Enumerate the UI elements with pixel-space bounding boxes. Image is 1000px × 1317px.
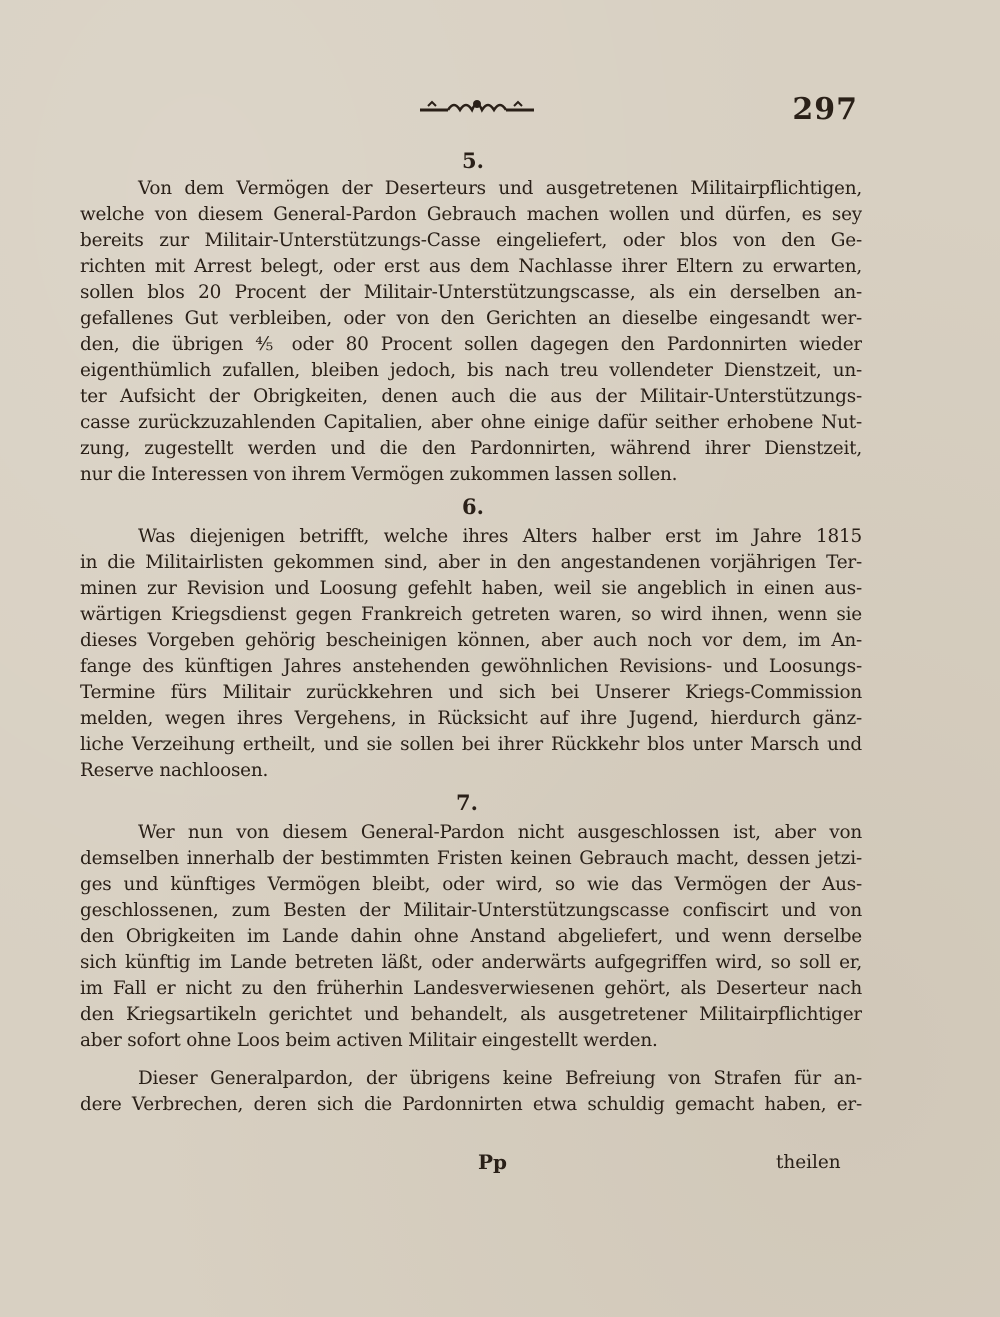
s6-line: minen zur Revision und Loosung gefehlt haben, weil sie angeblich in einen aus-: [80, 578, 862, 599]
s7-line: dere Verbrechen, deren sich die Pardonnirten etwa schuldig gemacht haben, er-: [80, 1094, 862, 1115]
section-number-6: 6.: [462, 494, 484, 519]
s6-line: Was diejenigen betrifft, welche ihres Alters halber erst im Jahre 1815: [138, 526, 862, 547]
catchword: theilen: [776, 1152, 841, 1173]
s6-line: melden, wegen ihres Vergehens, in Rücksicht auf ihre Jugend, hierdurch gänz-: [80, 708, 862, 729]
s7-line: aber sofort ohne Loos beim activen Militair eingestellt werden.: [80, 1030, 658, 1051]
s5-line: eigenthümlich zufallen, bleiben jedoch, bis nach treu vollendeter Dienstzeit, un-: [80, 360, 862, 381]
s7-line: den Kriegsartikeln gerichtet und behandelt, als ausgetretener Militairpflichtiger: [80, 1004, 862, 1025]
signature-mark: Pp: [478, 1150, 508, 1174]
s5-line: Von dem Vermögen der Deserteurs und ausgetretenen Militairpflichtigen,: [138, 178, 862, 199]
s6-line: liche Verzeihung ertheilt, und sie sollen bei ihrer Rückkehr blos unter Marsch und: [80, 734, 862, 755]
s5-line: gefallenes Gut verbleiben, oder von den Gerichten an dieselbe eingesandt wer-: [80, 308, 862, 329]
page-number: 297: [792, 92, 858, 127]
s5-line: ter Aufsicht der Obrigkeiten, denen auch die aus der Militair-Unterstützungs-: [80, 386, 862, 407]
s5-line: bereits zur Militair-Unterstützungs-Casse eingeliefert, oder blos von den Ge-: [80, 230, 862, 251]
section-number-5: 5.: [462, 148, 484, 173]
s7-line: ges und künftiges Vermögen bleibt, oder wird, so wie das Vermögen der Aus-: [80, 874, 862, 895]
s6-line: fange des künftigen Jahres anstehenden gewöhnlichen Revisions- und Loosungs-: [80, 656, 862, 677]
s7-line: geschlossenen, zum Besten der Militair-Unterstützungscasse confiscirt und von: [80, 900, 862, 921]
s6-line: Reserve nachloosen.: [80, 760, 269, 781]
section-number-7: 7.: [456, 790, 478, 815]
s5-line: casse zurückzuzahlenden Capitalien, aber ohne einige dafür seither erhobene Nut-: [80, 412, 862, 433]
s5-line: zung, zugestellt werden und die den Pardonnirten, während ihrer Dienstzeit,: [80, 438, 862, 459]
s6-line: dieses Vorgeben gehörig bescheinigen können, aber auch noch vor dem, im An-: [80, 630, 862, 651]
s6-line: wärtigen Kriegsdienst gegen Frankreich getreten waren, so wird ihnen, wenn sie: [80, 604, 862, 625]
s7-line: sich künftig im Lande betreten läßt, oder anderwärts aufgegriffen wird, so soll er,: [80, 952, 862, 973]
s6-line: Termine fürs Militair zurückkehren und sich bei Unserer Kriegs-Commission: [80, 682, 862, 703]
s6-line: in die Militairlisten gekommen sind, aber in den angestandenen vorjährigen Ter-: [80, 552, 862, 573]
s7-line: den Obrigkeiten im Lande dahin ohne Anstand abgeliefert, und wenn derselbe: [80, 926, 862, 947]
s7-line: demselben innerhalb der bestimmten Fristen keinen Gebrauch macht, dessen jetzi-: [80, 848, 862, 869]
s5-line: den, die übrigen ⅘ oder 80 Procent sollen dagegen den Pardonnirten wieder: [80, 334, 862, 355]
s5-line: richten mit Arrest belegt, oder erst aus dem Nachlasse ihrer Eltern zu erwarten,: [80, 256, 862, 277]
s5-line: nur die Interessen von ihrem Vermögen zukommen lassen sollen.: [80, 464, 678, 485]
s5-line: sollen blos 20 Procent der Militair-Unterstützungscasse, als ein derselben an-: [80, 282, 862, 303]
s5-line: welche von diesem General-Pardon Gebrauch machen wollen und dürfen, es sey: [80, 204, 862, 225]
s7-line: Dieser Generalpardon, der übrigens keine Befreiung von Strafen für an-: [138, 1068, 862, 1089]
s7-line: im Fall er nicht zu den früherhin Landesverwiesenen gehört, als Deserteur nach: [80, 978, 862, 999]
ornament-icon: [418, 96, 536, 116]
s7-line: Wer nun von diesem General-Pardon nicht ausgeschlossen ist, aber von: [138, 822, 862, 843]
